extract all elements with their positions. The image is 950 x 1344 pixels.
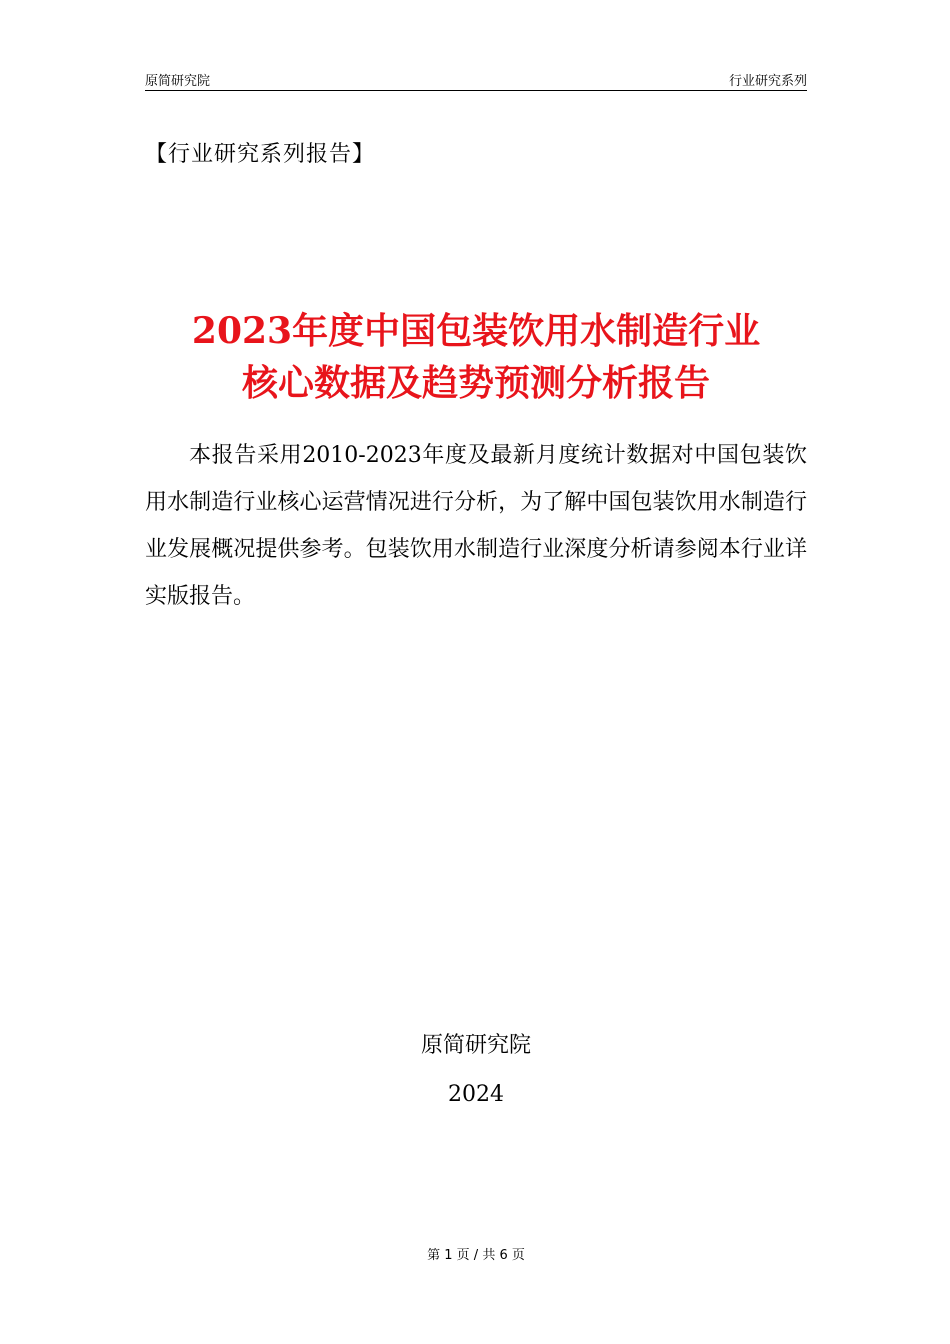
page-number: 第 1 页 / 共 6 页 (427, 1248, 525, 1263)
page-header (145, 68, 807, 91)
report-title (145, 305, 807, 409)
publisher-name: 原简研究院 (420, 1033, 531, 1058)
publication-year: 2024 (448, 1082, 504, 1107)
header-org-name: 原简研究院 (145, 74, 211, 89)
intro-paragraph: 本报告采用2010-2023年度及最新月度统计数据对中国包装饮用水制造行业核心运营情况进行分析，为了解中国包装饮用水制造行业发展概况提供参考。包装饮用水制造行业深度分析请参阅本行业详实版报告。 (145, 443, 807, 609)
series-label: 【行业研究系列报告】 (145, 142, 376, 167)
header-series-name: 行业研究系列 (728, 74, 807, 89)
report-title-line-1: 2023年度中国包装饮用水制造行业 (191, 310, 761, 352)
report-title-line-2: 核心数据及趋势预测分析报告 (241, 362, 710, 404)
